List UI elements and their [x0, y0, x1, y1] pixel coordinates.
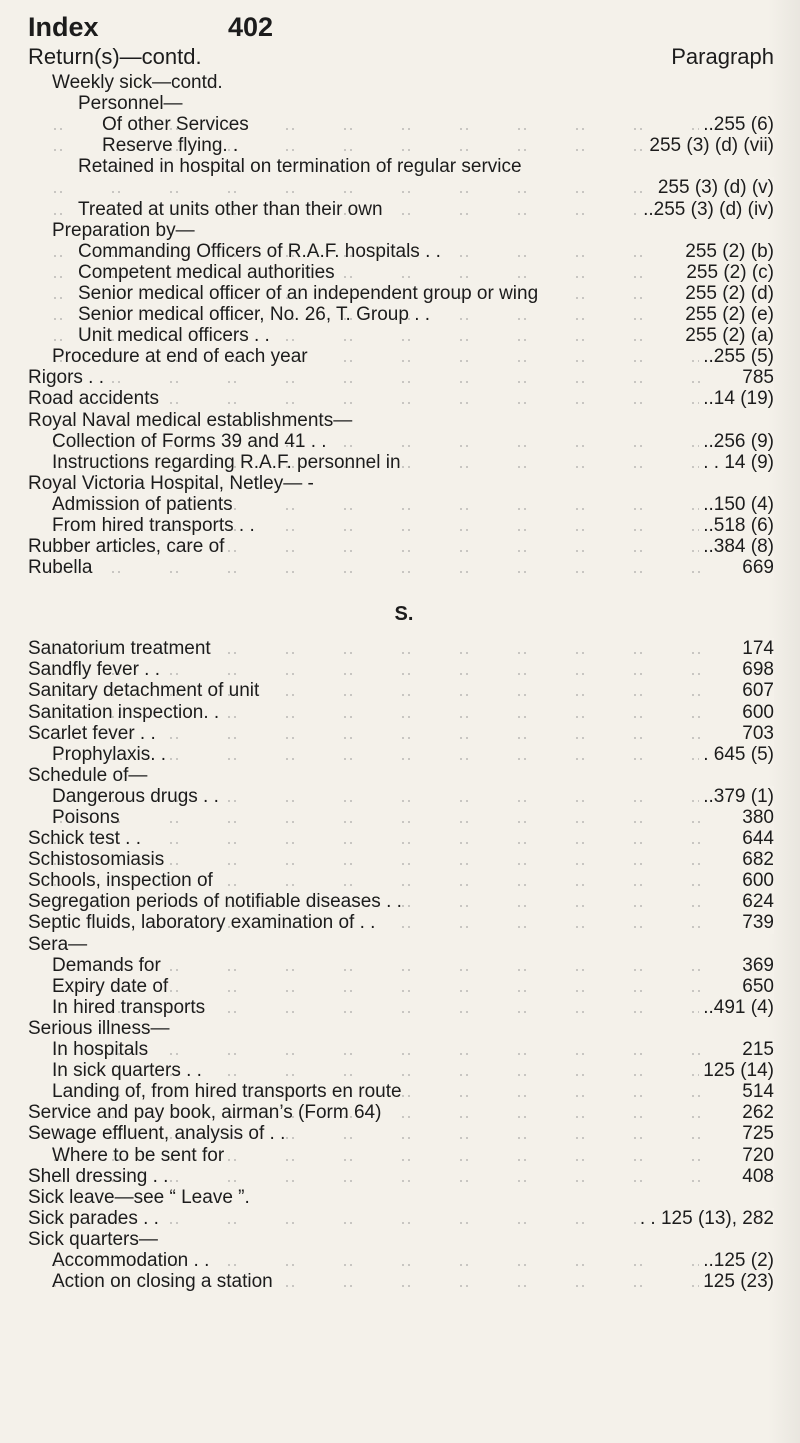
entry-text: Schick test . .	[28, 828, 141, 850]
entry-text: In hired transports	[52, 996, 206, 1018]
entry-text: Procedure at end of each year	[52, 346, 308, 368]
paragraph-column-label: Paragraph	[671, 44, 774, 69]
paragraph-reference: ..491 (4)	[699, 997, 774, 1018]
entry-text: Sewage effluent, analysis of . .	[28, 1123, 286, 1145]
entry-text: Landing of, from hired transports en route	[52, 1081, 402, 1103]
paragraph-reference: 255 (3) (d) (v)	[654, 177, 774, 198]
entry-text: Sandfly fever . .	[28, 659, 161, 681]
index-entry	[28, 72, 780, 93]
index-entry	[28, 431, 780, 452]
paragraph-reference: 255 (2) (b)	[681, 241, 774, 262]
continued-entry-label: Return(s)—contd.	[28, 44, 202, 69]
index-entry	[28, 849, 780, 870]
index-entry	[28, 1102, 780, 1123]
paragraph-reference: 215	[738, 1039, 774, 1060]
entry-text: Senior medical officer, No. 26, T. Group . .	[78, 304, 431, 326]
entry-text: Sera—	[28, 933, 88, 955]
paragraph-reference: 380	[738, 807, 774, 828]
index-entry	[28, 723, 780, 744]
paragraph-reference: ..14 (19)	[699, 388, 774, 409]
entry-text: Preparation by—	[52, 219, 195, 241]
paragraph-reference: 369	[738, 955, 774, 976]
section-letter: S.	[394, 603, 414, 626]
index-entry	[28, 156, 780, 177]
index-entry	[28, 1060, 780, 1081]
index-entry	[28, 870, 780, 891]
entry-text: Action on closing a station	[52, 1271, 273, 1293]
index-entry	[28, 659, 780, 680]
index-entry	[28, 177, 780, 198]
index-entry	[28, 473, 780, 494]
paragraph-reference: 262	[738, 1102, 774, 1123]
paragraph-reference: 725	[738, 1123, 774, 1144]
paragraph-reference: ..379 (1)	[699, 786, 774, 807]
entry-text: Sanitary detachment of unit	[28, 680, 260, 702]
index-entry	[28, 912, 780, 933]
index-entry	[28, 93, 780, 114]
entry-text: Rubella	[28, 557, 93, 579]
paragraph-reference: 125 (23)	[699, 1271, 774, 1292]
index-entry	[28, 807, 780, 828]
entry-text: Sanitation inspection. .	[28, 701, 220, 723]
paragraph-reference: ..150 (4)	[699, 494, 774, 515]
index-entry	[28, 304, 780, 325]
entry-text: Dangerous drugs . .	[52, 785, 219, 807]
entry-text: Septic fluids, laboratory examination of . .	[28, 912, 376, 934]
entry-text: Collection of Forms 39 and 41 . .	[52, 430, 327, 452]
paragraph-reference: 720	[738, 1145, 774, 1166]
paragraph-reference: 698	[738, 659, 774, 680]
paragraph-reference: 624	[738, 891, 774, 912]
entry-text: Prophylaxis. .	[52, 743, 167, 765]
index-entry	[28, 1039, 780, 1060]
entry-text: Weekly sick—contd.	[52, 72, 223, 93]
entry-text: Retained in hospital on termination of regular service	[78, 156, 522, 178]
page-header	[28, 12, 780, 46]
index-entry	[28, 828, 780, 849]
index-entry	[28, 1271, 780, 1292]
index-entry	[28, 557, 780, 578]
entry-text: Reserve flying. .	[102, 135, 239, 157]
entry-text: Scarlet fever . .	[28, 722, 156, 744]
paragraph-reference: ..255 (3) (d) (iv)	[639, 199, 774, 220]
paragraph-reference: 739	[738, 912, 774, 933]
entry-text: Treated at units other than their own	[78, 198, 383, 220]
paragraph-reference: ..256 (9)	[699, 431, 774, 452]
index-entry	[28, 1229, 780, 1250]
paragraph-reference: 703	[738, 723, 774, 744]
entry-text: Poisons	[52, 807, 120, 828]
index-entry	[28, 1145, 780, 1166]
entry-text: Schools, inspection of	[28, 870, 213, 892]
entry-text: Unit medical officers . .	[78, 325, 270, 347]
paragraph-reference: 255 (3) (d) (vii)	[645, 135, 774, 156]
entry-text: Personnel—	[78, 93, 183, 115]
entry-text: Sanatorium treatment	[28, 638, 211, 660]
index-title: Index	[28, 12, 99, 42]
index-entry	[28, 494, 780, 515]
index-entry	[28, 262, 780, 283]
leader-dots	[28, 821, 780, 823]
paragraph-reference: 255 (2) (c)	[682, 262, 774, 283]
paragraph-reference: ..384 (8)	[699, 536, 774, 557]
index-entry	[28, 1187, 780, 1208]
entry-text: Instructions regarding R.A.F. personnel in	[52, 451, 401, 473]
section-letter-heading	[28, 578, 780, 638]
index-entry	[28, 976, 780, 997]
index-entry	[28, 283, 780, 304]
entry-text: Senior medical officer of an independent group or wing	[78, 282, 539, 304]
index-entry	[28, 1250, 780, 1271]
index-entry	[28, 515, 780, 536]
paragraph-reference: 600	[738, 702, 774, 723]
index-entry	[28, 638, 780, 659]
paragraph-reference: 785	[738, 367, 774, 388]
entry-text: Commanding Officers of R.A.F. hospitals . .	[78, 240, 441, 262]
paragraph-reference: ..125 (2)	[699, 1250, 774, 1271]
entry-text: Schistosomiasis	[28, 849, 165, 871]
paragraph-reference: 600	[738, 870, 774, 891]
paragraph-reference: 644	[738, 828, 774, 849]
paragraph-reference: 514	[738, 1081, 774, 1102]
index-entry	[28, 199, 780, 220]
paragraph-reference: 408	[738, 1166, 774, 1187]
index-entry	[28, 786, 780, 807]
entry-text: Expiry date of	[52, 975, 169, 997]
entry-text: Where to be sent for	[52, 1144, 225, 1166]
paragraph-reference: 255 (2) (a)	[681, 325, 774, 346]
paragraph-reference: ..255 (6)	[699, 114, 774, 135]
paragraph-reference: 650	[738, 976, 774, 997]
entry-text: Rubber articles, care of	[28, 536, 225, 558]
entry-text: Serious illness—	[28, 1017, 170, 1039]
paragraph-reference: 607	[738, 680, 774, 701]
paragraph-reference: 255 (2) (d)	[681, 283, 774, 304]
index-entry	[28, 744, 780, 765]
entry-text: From hired transports . .	[52, 514, 255, 536]
leader-dots	[28, 571, 780, 573]
index-entry	[28, 997, 780, 1018]
index-entry	[28, 765, 780, 786]
entry-text: Rigors . .	[28, 367, 105, 389]
index-entry	[28, 410, 780, 431]
paragraph-reference: 255 (2) (e)	[681, 304, 774, 325]
entry-text: Accommodation . .	[52, 1249, 210, 1271]
index-entry	[28, 1081, 780, 1102]
paragraph-reference: ..518 (6)	[699, 515, 774, 536]
entry-text: Competent medical authorities	[78, 261, 335, 283]
index-entry	[28, 1018, 780, 1039]
entry-text: Sick leave—see “ Leave ”.	[28, 1186, 250, 1208]
index-entry	[28, 135, 780, 156]
index-entry	[28, 891, 780, 912]
entry-text: Shell dressing . .	[28, 1165, 169, 1187]
entry-text: In hospitals	[52, 1039, 149, 1061]
index-entry	[28, 1208, 780, 1229]
entry-text: Of other Services	[102, 114, 249, 136]
index-entry	[28, 702, 780, 723]
index-entry	[28, 367, 780, 388]
index-entry	[28, 388, 780, 409]
entry-text: Service and pay book, airman’s (Form 64)	[28, 1102, 382, 1124]
index-entry	[28, 346, 780, 367]
entry-text: Sick parades . .	[28, 1207, 159, 1229]
index-entry	[28, 680, 780, 701]
paragraph-reference: 125 (14)	[699, 1060, 774, 1081]
paragraph-reference: . . 14 (9)	[699, 452, 774, 473]
index-entry	[28, 241, 780, 262]
continuation-header	[28, 44, 780, 74]
entry-text: Segregation periods of notifiable diseases . .	[28, 891, 402, 913]
index-entry	[28, 452, 780, 473]
index-entry	[28, 934, 780, 955]
paragraph-reference: 669	[738, 557, 774, 578]
paragraph-reference: . 645 (5)	[699, 744, 774, 765]
paragraph-reference: 682	[738, 849, 774, 870]
entry-text: Schedule of—	[28, 764, 148, 786]
entry-text: Royal Victoria Hospital, Netley— -	[28, 472, 314, 494]
index-entry-list	[28, 72, 780, 1292]
paragraph-reference: 174	[738, 638, 774, 659]
entry-text: In sick quarters . .	[52, 1060, 202, 1082]
paragraph-reference: . . 125 (13), 282	[636, 1208, 774, 1229]
index-entry	[28, 1123, 780, 1144]
index-entry	[28, 325, 780, 346]
index-entry	[28, 114, 780, 135]
index-entry	[28, 536, 780, 557]
page-number: 402	[228, 12, 274, 42]
index-entry	[28, 955, 780, 976]
leader-dots	[28, 381, 780, 383]
entry-text: Demands for	[52, 954, 161, 976]
entry-text: Road accidents	[28, 388, 159, 410]
entry-text: Admission of patients	[52, 493, 233, 515]
index-entry	[28, 220, 780, 241]
paragraph-reference: ..255 (5)	[699, 346, 774, 367]
index-entry	[28, 1166, 780, 1187]
entry-text: Sick quarters—	[28, 1228, 158, 1250]
entry-text: Royal Naval medical establishments—	[28, 409, 353, 431]
